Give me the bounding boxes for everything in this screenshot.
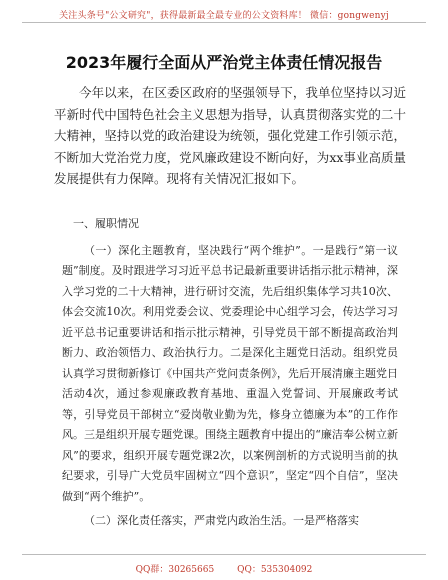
page-title: 2023年履行全面从严治党主体责任情况报告: [65, 53, 383, 72]
footer-qq: QQ：535304092: [237, 565, 313, 575]
footer: [0, 562, 448, 575]
body-paragraph-2: （二）深化责任落实，严肃党内政治生活。一是严格落实: [84, 514, 359, 527]
footer-qq-group: QQ群：30265665: [135, 565, 215, 575]
intro-block: [54, 82, 406, 190]
header-note: 关注头条号"公文研究"，获得最新最全最专业的公文资料库！ 微信：gongwenyj: [59, 11, 389, 21]
footer-divider: [22, 554, 426, 555]
body-paragraph-1: （一）深化主题教育，坚决践行“两个维护”。一是践行“第一议题”制度。及时跟进学习习近平总书记最新重要讲话指示批示精神，深入学习党的二十大精神，进行研讨交流，先后组织集体学习共10次、体会交流10次。利用党委会议、党委理论中心组学习会，传达学习习近平总书记重要讲话和指示批示精神，引导党员干部不断提高政治判断力、政治领悟力、政治执行力。二是深化主题党日活动。组织党员认真学习贯彻新修订《中国共产党问责条例》，先后开展清廉主题党日活动4次，通过参观廉政教育基地、重温入党誓词、开展廉政考试等，引导党员干部树立“爱岗敬业勤为先，修身立德廉为本”的工作作风。三是组织开展专题党课。围绕主题教育中提出的“廉洁奉公树立新风”的要求，组织开展专题党课2次，以案例剖析的方式说明当前的执纪要求，引导广大党员牢固树立“四个意识”，坚定“四个自信”，坚决做到“两个维护”。: [62, 243, 398, 503]
intro-paragraph: 今年以来，在区委区政府的坚强领导下，我单位坚持以习近平新时代中国特色社会主义思想为指导，认真贯彻落实党的二十大精神，坚持以党的政治建设为统领，强化党建工作引领示范，不断加大党治党力度，党风廉政建设不断向好，为xx事业高质量发展提供有力保障。现将有关情况汇报如下。: [54, 85, 406, 186]
section-heading: 一、履职情况: [73, 217, 139, 230]
header-divider: [22, 22, 426, 23]
body-block: [62, 214, 398, 532]
